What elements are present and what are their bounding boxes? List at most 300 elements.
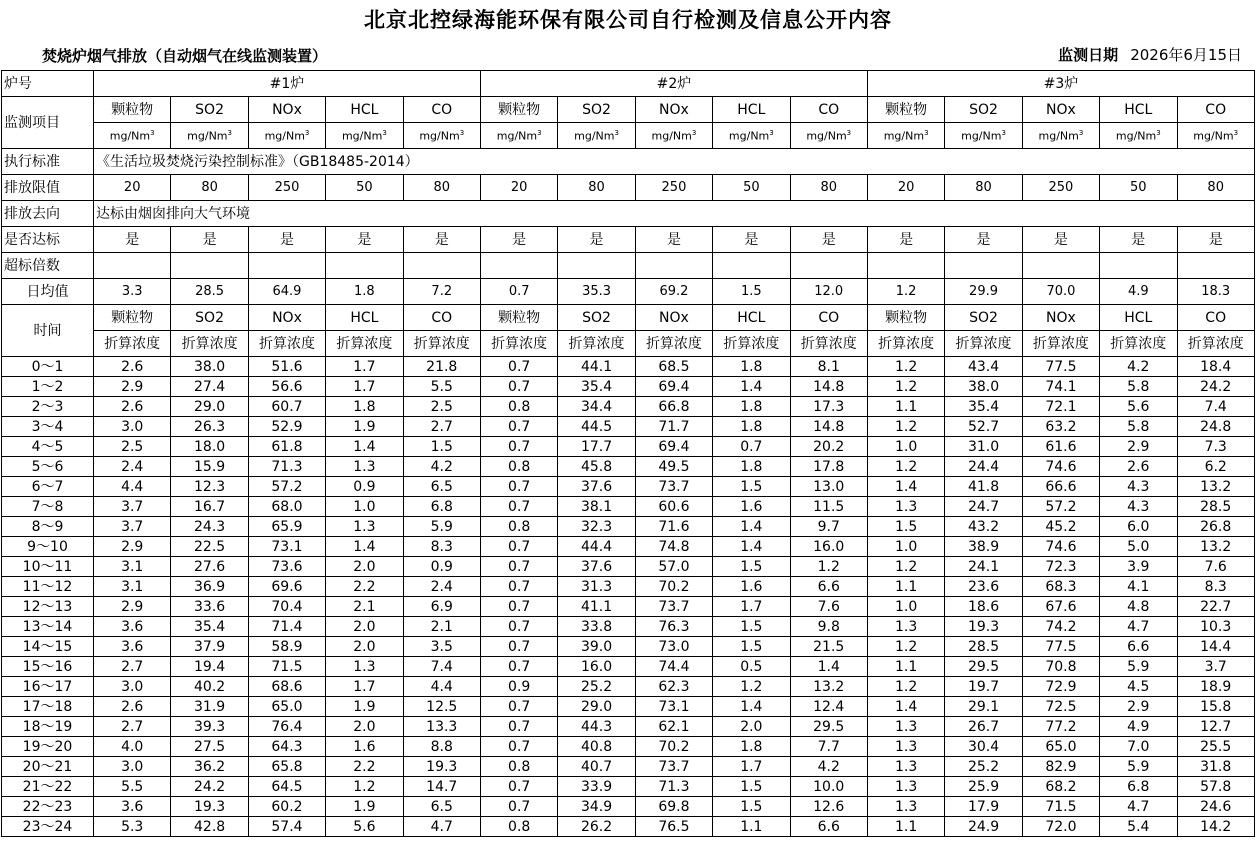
table-cell: 38.0: [171, 357, 248, 377]
table-cell: 43.2: [945, 517, 1022, 537]
table-cell: 0.7: [713, 437, 790, 457]
table-cell: 74.6: [1022, 537, 1099, 557]
pollutant-header: NOx: [1022, 97, 1099, 123]
table-cell: 2.5: [94, 437, 171, 457]
table-cell: 57.8: [1177, 777, 1254, 797]
pollutant-header: HCL: [1100, 305, 1177, 331]
pollutant-header: 颗粒物: [867, 305, 944, 331]
compliance-row: [2, 227, 1255, 253]
table-cell: 15.9: [171, 457, 248, 477]
table-row: [2, 597, 1255, 617]
table-cell: 41.8: [945, 477, 1022, 497]
table-cell: 65.9: [248, 517, 325, 537]
unit-cell: mg/Nm$^3$: [248, 123, 325, 149]
daily-average-value: 0.7: [480, 279, 557, 305]
exceed-value: [713, 253, 790, 279]
table-cell: 4.2: [790, 757, 867, 777]
table-row: [2, 437, 1255, 457]
table-cell: 26.2: [558, 817, 635, 837]
table-cell: 72.3: [1022, 557, 1099, 577]
table-cell: 1.5: [713, 477, 790, 497]
table-cell: 4.8: [1100, 597, 1177, 617]
table-cell: 18.9: [1177, 677, 1254, 697]
table-cell: 1.0: [867, 437, 944, 457]
time-slot: 0～1: [2, 357, 94, 377]
concentration-label: 折算浓度: [1100, 331, 1177, 357]
table-cell: 1.2: [326, 777, 403, 797]
table-cell: 0.7: [480, 557, 557, 577]
table-cell: 24.9: [945, 817, 1022, 837]
table-row: [2, 397, 1255, 417]
table-cell: 69.4: [635, 377, 712, 397]
table-cell: 0.7: [480, 697, 557, 717]
time-slot: 3～4: [2, 417, 94, 437]
daily-average-value: 28.5: [171, 279, 248, 305]
limit-value: 50: [713, 175, 790, 201]
limit-value: 80: [558, 175, 635, 201]
table-cell: 1.1: [867, 817, 944, 837]
table-cell: 2.9: [94, 377, 171, 397]
table-cell: 2.9: [1100, 697, 1177, 717]
table-cell: 36.9: [171, 577, 248, 597]
compliant-value: 是: [1177, 227, 1254, 253]
table-cell: 7.4: [403, 657, 480, 677]
table-cell: 3.7: [94, 497, 171, 517]
table-cell: 73.7: [635, 477, 712, 497]
table-cell: 3.5: [403, 637, 480, 657]
table-cell: 35.4: [945, 397, 1022, 417]
table-cell: 8.1: [790, 357, 867, 377]
pollutant-header: HCL: [326, 97, 403, 123]
table-cell: 11.5: [790, 497, 867, 517]
table-cell: 4.0: [94, 737, 171, 757]
table-row: [2, 737, 1255, 757]
table-cell: 19.3: [403, 757, 480, 777]
table-cell: 1.5: [403, 437, 480, 457]
concentration-label: 折算浓度: [248, 331, 325, 357]
table-cell: 26.7: [945, 717, 1022, 737]
standard-label: 执行标准: [2, 149, 94, 175]
table-cell: 2.0: [326, 557, 403, 577]
table-cell: 71.5: [248, 657, 325, 677]
table-cell: 2.7: [94, 717, 171, 737]
pollutant-header: SO2: [945, 305, 1022, 331]
table-cell: 6.0: [1100, 517, 1177, 537]
time-slot: 18～19: [2, 717, 94, 737]
destination-label: 排放去向: [2, 201, 94, 227]
table-cell: 26.3: [171, 417, 248, 437]
table-cell: 72.5: [1022, 697, 1099, 717]
pollutant-header: SO2: [945, 97, 1022, 123]
table-cell: 6.6: [790, 577, 867, 597]
table-cell: 4.5: [1100, 677, 1177, 697]
table-cell: 3.6: [94, 637, 171, 657]
table-row: [2, 697, 1255, 717]
table-cell: 1.8: [713, 457, 790, 477]
table-cell: 72.9: [1022, 677, 1099, 697]
table-cell: 38.9: [945, 537, 1022, 557]
table-cell: 41.1: [558, 597, 635, 617]
table-cell: 1.8: [713, 737, 790, 757]
table-cell: 2.2: [326, 757, 403, 777]
table-row: [2, 537, 1255, 557]
table-cell: 30.4: [945, 737, 1022, 757]
daily-average-value: 3.3: [94, 279, 171, 305]
table-cell: 12.5: [403, 697, 480, 717]
table-cell: 20.2: [790, 437, 867, 457]
table-cell: 24.7: [945, 497, 1022, 517]
table-cell: 6.6: [1100, 637, 1177, 657]
table-cell: 5.4: [1100, 817, 1177, 837]
table-cell: 44.4: [558, 537, 635, 557]
pollutant-header: HCL: [326, 305, 403, 331]
pollutant-header: CO: [403, 97, 480, 123]
table-cell: 73.7: [635, 597, 712, 617]
limit-value: 50: [326, 175, 403, 201]
table-cell: 1.5: [713, 617, 790, 637]
table-cell: 33.8: [558, 617, 635, 637]
table-cell: 15.8: [1177, 697, 1254, 717]
table-cell: 25.2: [558, 677, 635, 697]
table-cell: 12.4: [790, 697, 867, 717]
table-cell: 6.8: [1100, 777, 1177, 797]
concentration-label-row: [2, 331, 1255, 357]
exceed-value: [403, 253, 480, 279]
table-cell: 3.6: [94, 617, 171, 637]
compliant-value: 是: [480, 227, 557, 253]
table-cell: 82.9: [1022, 757, 1099, 777]
table-cell: 1.5: [713, 797, 790, 817]
table-cell: 1.2: [713, 677, 790, 697]
table-cell: 1.2: [867, 457, 944, 477]
table-cell: 17.7: [558, 437, 635, 457]
table-cell: 6.8: [403, 497, 480, 517]
concentration-label: 折算浓度: [171, 331, 248, 357]
table-cell: 1.0: [867, 537, 944, 557]
table-cell: 2.7: [94, 657, 171, 677]
table-cell: 40.2: [171, 677, 248, 697]
table-cell: 37.6: [558, 557, 635, 577]
monitoring-item-label: 监测项目: [2, 97, 94, 149]
table-cell: 1.8: [326, 397, 403, 417]
table-cell: 73.6: [248, 557, 325, 577]
table-cell: 35.4: [171, 617, 248, 637]
table-cell: 61.6: [1022, 437, 1099, 457]
daily-average-value: 12.0: [790, 279, 867, 305]
compliant-value: 是: [945, 227, 1022, 253]
pollutant-header: CO: [403, 305, 480, 331]
table-cell: 1.5: [713, 637, 790, 657]
table-cell: 17.3: [790, 397, 867, 417]
monitoring-date: [1058, 44, 1242, 65]
table-cell: 1.2: [790, 557, 867, 577]
table-cell: 69.4: [635, 437, 712, 457]
table-cell: 1.7: [713, 757, 790, 777]
table-cell: 0.7: [480, 657, 557, 677]
concentration-label: 折算浓度: [635, 331, 712, 357]
unit-cell: mg/Nm$^3$: [1100, 123, 1177, 149]
table-cell: 1.2: [867, 417, 944, 437]
concentration-label: 折算浓度: [94, 331, 171, 357]
table-cell: 4.9: [1100, 717, 1177, 737]
table-cell: 1.0: [867, 597, 944, 617]
table-cell: 62.1: [635, 717, 712, 737]
table-cell: 5.9: [1100, 657, 1177, 677]
table-cell: 68.6: [248, 677, 325, 697]
table-cell: 2.9: [94, 597, 171, 617]
table-cell: 1.7: [326, 357, 403, 377]
table-cell: 24.8: [1177, 417, 1254, 437]
table-cell: 2.7: [403, 417, 480, 437]
compliant-value: 是: [867, 227, 944, 253]
table-cell: 17.9: [945, 797, 1022, 817]
table-cell: 1.4: [867, 477, 944, 497]
table-cell: 6.2: [1177, 457, 1254, 477]
table-cell: 12.6: [790, 797, 867, 817]
table-cell: 0.9: [480, 677, 557, 697]
time-slot: 16～17: [2, 677, 94, 697]
emissions-table: [1, 70, 1255, 837]
pollutant-header: NOx: [635, 305, 712, 331]
time-label: 时间: [2, 305, 94, 357]
table-cell: 1.4: [713, 537, 790, 557]
table-cell: 76.5: [635, 817, 712, 837]
table-cell: 52.7: [945, 417, 1022, 437]
compliant-value: 是: [326, 227, 403, 253]
time-slot: 9～10: [2, 537, 94, 557]
limit-row: [2, 175, 1255, 201]
table-cell: 74.6: [1022, 457, 1099, 477]
table-cell: 25.9: [945, 777, 1022, 797]
table-cell: 45.2: [1022, 517, 1099, 537]
table-cell: 2.6: [94, 397, 171, 417]
table-cell: 7.3: [1177, 437, 1254, 457]
exceed-value: [1100, 253, 1177, 279]
pollutant-header: SO2: [171, 305, 248, 331]
table-row: [2, 377, 1255, 397]
table-cell: 29.5: [790, 717, 867, 737]
date-label: 监测日期: [1058, 46, 1119, 64]
table-cell: 6.6: [790, 817, 867, 837]
table-cell: 1.7: [326, 377, 403, 397]
table-cell: 66.8: [635, 397, 712, 417]
table-cell: 70.4: [248, 597, 325, 617]
table-cell: 57.2: [248, 477, 325, 497]
exceed-value: [326, 253, 403, 279]
table-cell: 2.6: [94, 357, 171, 377]
time-slot: 23～24: [2, 817, 94, 837]
table-cell: 1.5: [713, 557, 790, 577]
table-cell: 38.0: [945, 377, 1022, 397]
table-cell: 71.7: [635, 417, 712, 437]
table-cell: 19.7: [945, 677, 1022, 697]
furnace-header-row: [2, 71, 1255, 97]
table-cell: 49.5: [635, 457, 712, 477]
table-cell: 1.9: [326, 797, 403, 817]
table-cell: 71.4: [248, 617, 325, 637]
table-cell: 4.4: [94, 477, 171, 497]
table-cell: 60.7: [248, 397, 325, 417]
page-title: 北京北控绿海能环保有限公司自行检测及信息公开内容: [364, 8, 892, 32]
time-slot: 1～2: [2, 377, 94, 397]
limit-value: 80: [1177, 175, 1254, 201]
table-cell: 0.7: [480, 577, 557, 597]
table-cell: 43.4: [945, 357, 1022, 377]
table-cell: 39.0: [558, 637, 635, 657]
time-slot: 15～16: [2, 657, 94, 677]
table-cell: 76.4: [248, 717, 325, 737]
table-cell: 6.9: [403, 597, 480, 617]
table-cell: 44.1: [558, 357, 635, 377]
table-cell: 9.8: [790, 617, 867, 637]
table-cell: 1.0: [326, 497, 403, 517]
table-cell: 72.1: [1022, 397, 1099, 417]
limit-label: 排放限值: [2, 175, 94, 201]
exceed-value: [945, 253, 1022, 279]
unit-cell: mg/Nm$^3$: [480, 123, 557, 149]
pollutant-header: SO2: [558, 97, 635, 123]
table-cell: 5.0: [1100, 537, 1177, 557]
time-slot: 6～7: [2, 477, 94, 497]
table-cell: 5.9: [403, 517, 480, 537]
table-cell: 25.2: [945, 757, 1022, 777]
table-cell: 1.1: [867, 657, 944, 677]
table-cell: 2.0: [326, 617, 403, 637]
table-cell: 0.5: [713, 657, 790, 677]
concentration-label: 折算浓度: [945, 331, 1022, 357]
table-cell: 27.6: [171, 557, 248, 577]
table-cell: 65.8: [248, 757, 325, 777]
table-cell: 7.0: [1100, 737, 1177, 757]
time-slot: 5～6: [2, 457, 94, 477]
table-cell: 1.3: [867, 497, 944, 517]
concentration-label: 折算浓度: [1022, 331, 1099, 357]
table-cell: 45.8: [558, 457, 635, 477]
table-cell: 1.3: [867, 777, 944, 797]
table-cell: 1.9: [326, 697, 403, 717]
table-cell: 0.7: [480, 417, 557, 437]
table-cell: 1.3: [867, 757, 944, 777]
table-cell: 38.1: [558, 497, 635, 517]
table-cell: 14.8: [790, 417, 867, 437]
furnace-1-header: #1炉: [94, 71, 481, 97]
table-cell: 1.6: [713, 577, 790, 597]
table-cell: 71.6: [635, 517, 712, 537]
table-cell: 7.7: [790, 737, 867, 757]
unit-cell: mg/Nm$^3$: [326, 123, 403, 149]
table-cell: 1.8: [713, 417, 790, 437]
table-cell: 73.1: [248, 537, 325, 557]
standard-text: 《生活垃圾焚烧污染控制标准》（GB18485-2014）: [94, 149, 1255, 175]
table-cell: 1.3: [867, 797, 944, 817]
compliant-value: 是: [171, 227, 248, 253]
table-cell: 34.9: [558, 797, 635, 817]
table-cell: 31.9: [171, 697, 248, 717]
time-slot: 22～23: [2, 797, 94, 817]
table-cell: 1.8: [713, 397, 790, 417]
daily-average-value: 70.0: [1022, 279, 1099, 305]
time-slot: 4～5: [2, 437, 94, 457]
table-cell: 0.8: [480, 817, 557, 837]
table-cell: 7.4: [1177, 397, 1254, 417]
table-cell: 3.0: [94, 417, 171, 437]
limit-value: 20: [867, 175, 944, 201]
table-cell: 1.3: [326, 457, 403, 477]
table-cell: 0.7: [480, 477, 557, 497]
table-row: [2, 517, 1255, 537]
table-cell: 0.8: [480, 457, 557, 477]
pollutant-header-row: [2, 97, 1255, 123]
table-cell: 1.2: [867, 637, 944, 657]
table-cell: 0.7: [480, 737, 557, 757]
table-cell: 7.6: [790, 597, 867, 617]
table-cell: 1.5: [867, 517, 944, 537]
table-cell: 0.7: [480, 437, 557, 457]
table-cell: 68.3: [1022, 577, 1099, 597]
table-cell: 68.0: [248, 497, 325, 517]
table-cell: 4.3: [1100, 497, 1177, 517]
pollutant-header: HCL: [713, 97, 790, 123]
table-cell: 4.3: [1100, 477, 1177, 497]
table-cell: 67.6: [1022, 597, 1099, 617]
table-cell: 18.6: [945, 597, 1022, 617]
table-cell: 25.5: [1177, 737, 1254, 757]
table-cell: 13.0: [790, 477, 867, 497]
limit-value: 80: [403, 175, 480, 201]
table-row: [2, 577, 1255, 597]
table-row: [2, 797, 1255, 817]
time-slot: 14～15: [2, 637, 94, 657]
compliant-label: 是否达标: [2, 227, 94, 253]
table-cell: 14.2: [1177, 817, 1254, 837]
table-cell: 74.8: [635, 537, 712, 557]
exceed-value: [94, 253, 171, 279]
table-cell: 10.3: [1177, 617, 1254, 637]
table-cell: 74.4: [635, 657, 712, 677]
table-cell: 69.8: [635, 797, 712, 817]
table-cell: 33.9: [558, 777, 635, 797]
time-slot: 10～11: [2, 557, 94, 577]
table-cell: 3.6: [94, 797, 171, 817]
table-row: [2, 477, 1255, 497]
pollutant-header: 颗粒物: [94, 97, 171, 123]
table-cell: 6.5: [403, 797, 480, 817]
table-cell: 14.4: [1177, 637, 1254, 657]
table-cell: 5.5: [94, 777, 171, 797]
daily-average-value: 64.9: [248, 279, 325, 305]
table-cell: 2.0: [326, 637, 403, 657]
table-cell: 1.8: [713, 357, 790, 377]
time-slot: 20～21: [2, 757, 94, 777]
furnace-3-header: #3炉: [867, 71, 1254, 97]
destination-text: 达标由烟囱排向大气环境: [94, 201, 1255, 227]
table-cell: 70.2: [635, 577, 712, 597]
table-cell: 1.2: [867, 377, 944, 397]
table-row: [2, 677, 1255, 697]
time-slot: 7～8: [2, 497, 94, 517]
table-cell: 63.2: [1022, 417, 1099, 437]
table-cell: 1.1: [867, 577, 944, 597]
table-cell: 1.1: [713, 817, 790, 837]
daily-average-value: 18.3: [1177, 279, 1254, 305]
table-cell: 1.7: [713, 597, 790, 617]
table-cell: 64.5: [248, 777, 325, 797]
pollutant-header: CO: [790, 97, 867, 123]
table-cell: 40.8: [558, 737, 635, 757]
table-cell: 65.0: [1022, 737, 1099, 757]
daily-average-value: 1.8: [326, 279, 403, 305]
daily-average-value: 1.2: [867, 279, 944, 305]
